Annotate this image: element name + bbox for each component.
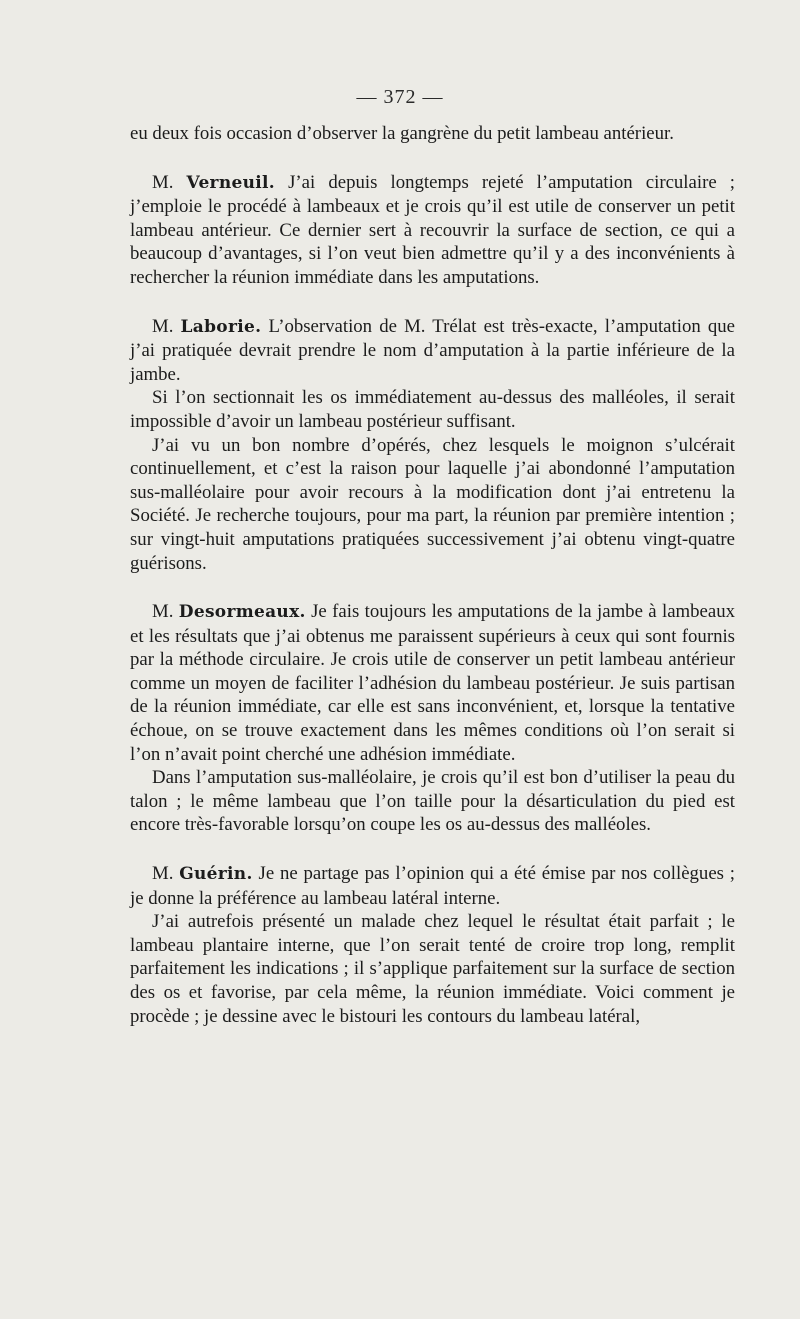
speaker-title: M. [152, 863, 180, 885]
paragraph-text: Je fais toujours les amputations de la jambe à lambeaux et les résultats que j’ai obtenus me paraissent supérieurs à ceux qui sont fournis par la méthode circulaire. Je crois utile de conserver un petit lambeau antérieur comme un moyen de faciliter l’adhésion du lambeau postérieur. Je suis partisan de la réunion immédiate, car elle est sans inconvénient, et, lorsque la tentative échoue, on se trouve exactement dans les mêmes conditions où l’on serait si l’on n’avait point cherché une adhésion immédiate. [130, 601, 735, 765]
paragraph [130, 434, 735, 576]
speaker-title: M. [152, 315, 181, 337]
speaker-name: Guérin. [179, 864, 253, 885]
paragraph-text: J’ai autrefois présenté un malade chez lequel le résultat était parfait ; le lambeau plantaire interne, que l’on serait tenté de croire trop long, remplit parfaitement les indications ; il s’applique parfaitement sur la surface de section des os et favorise, par cela même, la réunion immédiate. Voici comment je procède ; je dessine avec le bistouri les contours du lambeau latéral, [130, 911, 735, 1027]
paragraph [130, 766, 735, 837]
paragraph-text: eu deux fois occasion d’observer la gangrène du petit lambeau antérieur. [130, 123, 674, 144]
paragraph-text: L’observation de M. Trélat est très-exacte, l’amputation que j’ai pratiquée devrait prendre le nom d’amputation à la partie inférieure de la jambe. [130, 315, 735, 385]
paragraph-text: J’ai vu un bon nombre d’opérés, chez lesquels le moignon s’ulcérait continuellement, et c’est la raison pour laquelle j’ai abondonné l’amputation sus-malléolaire pour avoir recours à la modification dont j’ai entretenu la Société. Je recherche toujours, pour ma part, la réunion par première intention ; sur vingt-huit amputations pratiquées successivement j’ai obtenu vingt-quatre guérisons. [130, 434, 735, 574]
paragraph [130, 910, 735, 1028]
paragraph [130, 862, 735, 910]
speaker-title: M. [152, 171, 187, 193]
paragraph-text: J’ai depuis longtemps rejeté l’amputation circulaire ; j’emploie le procédé à lambeaux et je crois qu’il est utile de conserver un petit lambeau antérieur. Ce dernier sert à recouvrir la surface de section, ce qui a beaucoup d’avantages, si l’on veut bien admettre qu’il y a des inconvénients à rechercher la réunion immédiate dans les amputations. [130, 171, 735, 288]
body-text [130, 122, 735, 1028]
speaker-name: Verneuil. [186, 172, 275, 193]
speaker-name: Desormeaux. [178, 602, 306, 623]
speaker-title: M. [152, 601, 179, 623]
paragraph [130, 122, 735, 146]
paragraph [130, 386, 735, 433]
paragraph-text: Je ne partage pas l’opinion qui a été émise par nos collègues ; je donne la préférence au lambeau latéral interne. [130, 863, 735, 909]
paragraph-text: Dans l’amputation sus-malléolaire, je crois qu’il est bon d’utiliser la peau du talon ; le même lambeau que l’on taille pour la désarticulation du pied est encore très-favorable lorsqu’on coupe les os au-dessus des malléoles. [130, 767, 735, 836]
paragraph [130, 600, 735, 766]
paragraph [130, 315, 735, 387]
page-number: — 372 — [356, 86, 444, 108]
paragraph [130, 171, 735, 290]
paragraph-text: Si l’on sectionnait les os immédiatement au-dessus des malléoles, il serait impossible d’avoir un lambeau postérieur suffisant. [130, 387, 735, 432]
speaker-name: Laborie. [180, 316, 262, 337]
